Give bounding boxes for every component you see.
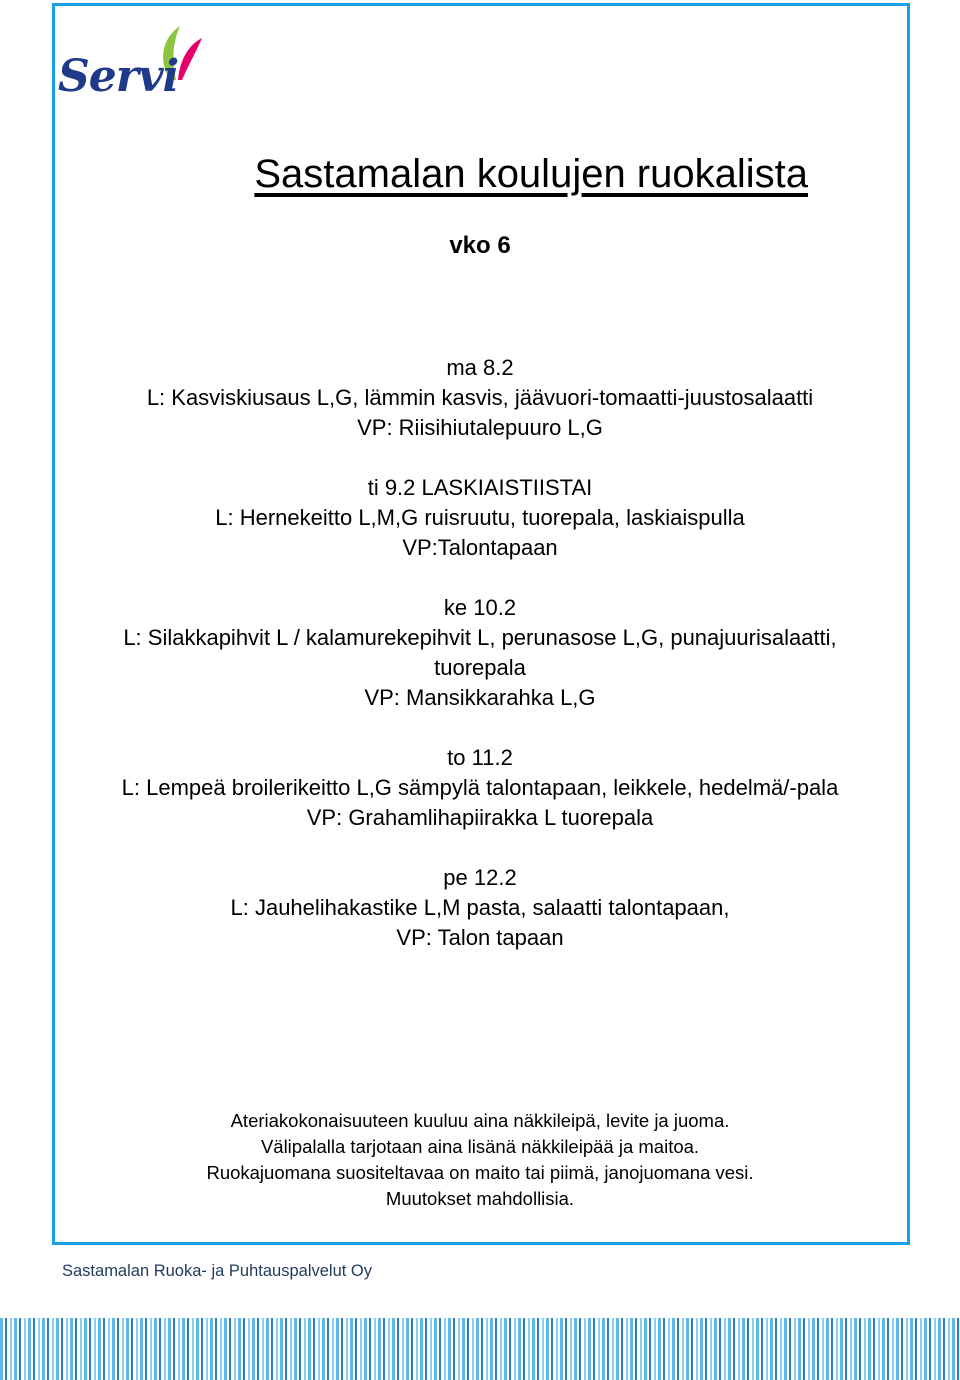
menu-line: L: Hernekeitto L,M,G ruisruutu, tuorepala, laskiaispulla [215,505,745,530]
page-title: Sastamalan koulujen ruokalista [254,152,808,196]
day-heading: ma 8.2 [446,355,514,380]
note-line: Muutokset mahdollisia. [385,1188,575,1209]
day-menu [60,863,900,953]
note-line: Ateriakokonaisuuteen kuuluu aina näkkileipä, levite ja juoma. [230,1110,730,1131]
menu-list [60,353,900,983]
menu-line: L: Kasviskiusaus L,G, lämmin kasvis, jäävuori-tomaatti-juustosalaatti [146,385,814,410]
note-line: Välipalalla tarjotaan aina lisänä näkkileipää ja maitoa. [260,1136,700,1157]
decorative-stripes [0,1318,960,1380]
menu-line: VP:Talontapaan [402,535,558,560]
day-menu [60,593,900,713]
menu-line: tuorepala [434,655,526,680]
day-heading: ti 9.2 LASKIAISTIISTAI [367,475,593,500]
day-heading: ke 10.2 [443,595,517,620]
week-label: vko 6 [449,232,511,259]
day-menu [60,353,900,443]
day-heading: pe 12.2 [443,865,517,890]
note-line: Ruokajuomana suositeltavaa on maito tai piimä, janojuomana vesi. [206,1162,754,1183]
menu-line: L: Silakkapihvit L / kalamurekepihvit L, perunasose L,G, punajuurisalaatti, [123,625,837,650]
menu-line: VP: Mansikkarahka L,G [364,685,596,710]
menu-line: VP: Talon tapaan [396,925,564,950]
menu-line: L: Jauhelihakastike L,M pasta, salaatti talontapaan, [230,895,730,920]
company-name: Sastamalan Ruoka- ja Puhtauspalvelut Oy [62,1262,373,1280]
day-heading: to 11.2 [447,745,513,770]
menu-line: VP: Riisihiutalepuuro L,G [357,415,603,440]
day-menu [60,473,900,563]
menu-line: VP: Grahamlihapiirakka L tuorepala [306,805,654,830]
notes [0,1108,960,1212]
day-menu [60,743,900,833]
logo-text: Servi [58,51,179,102]
menu-line: L: Lempeä broilerikeitto L,G sämpylä talontapaan, leikkele, hedelmä/-pala [121,775,839,800]
servi-logo [58,22,208,104]
